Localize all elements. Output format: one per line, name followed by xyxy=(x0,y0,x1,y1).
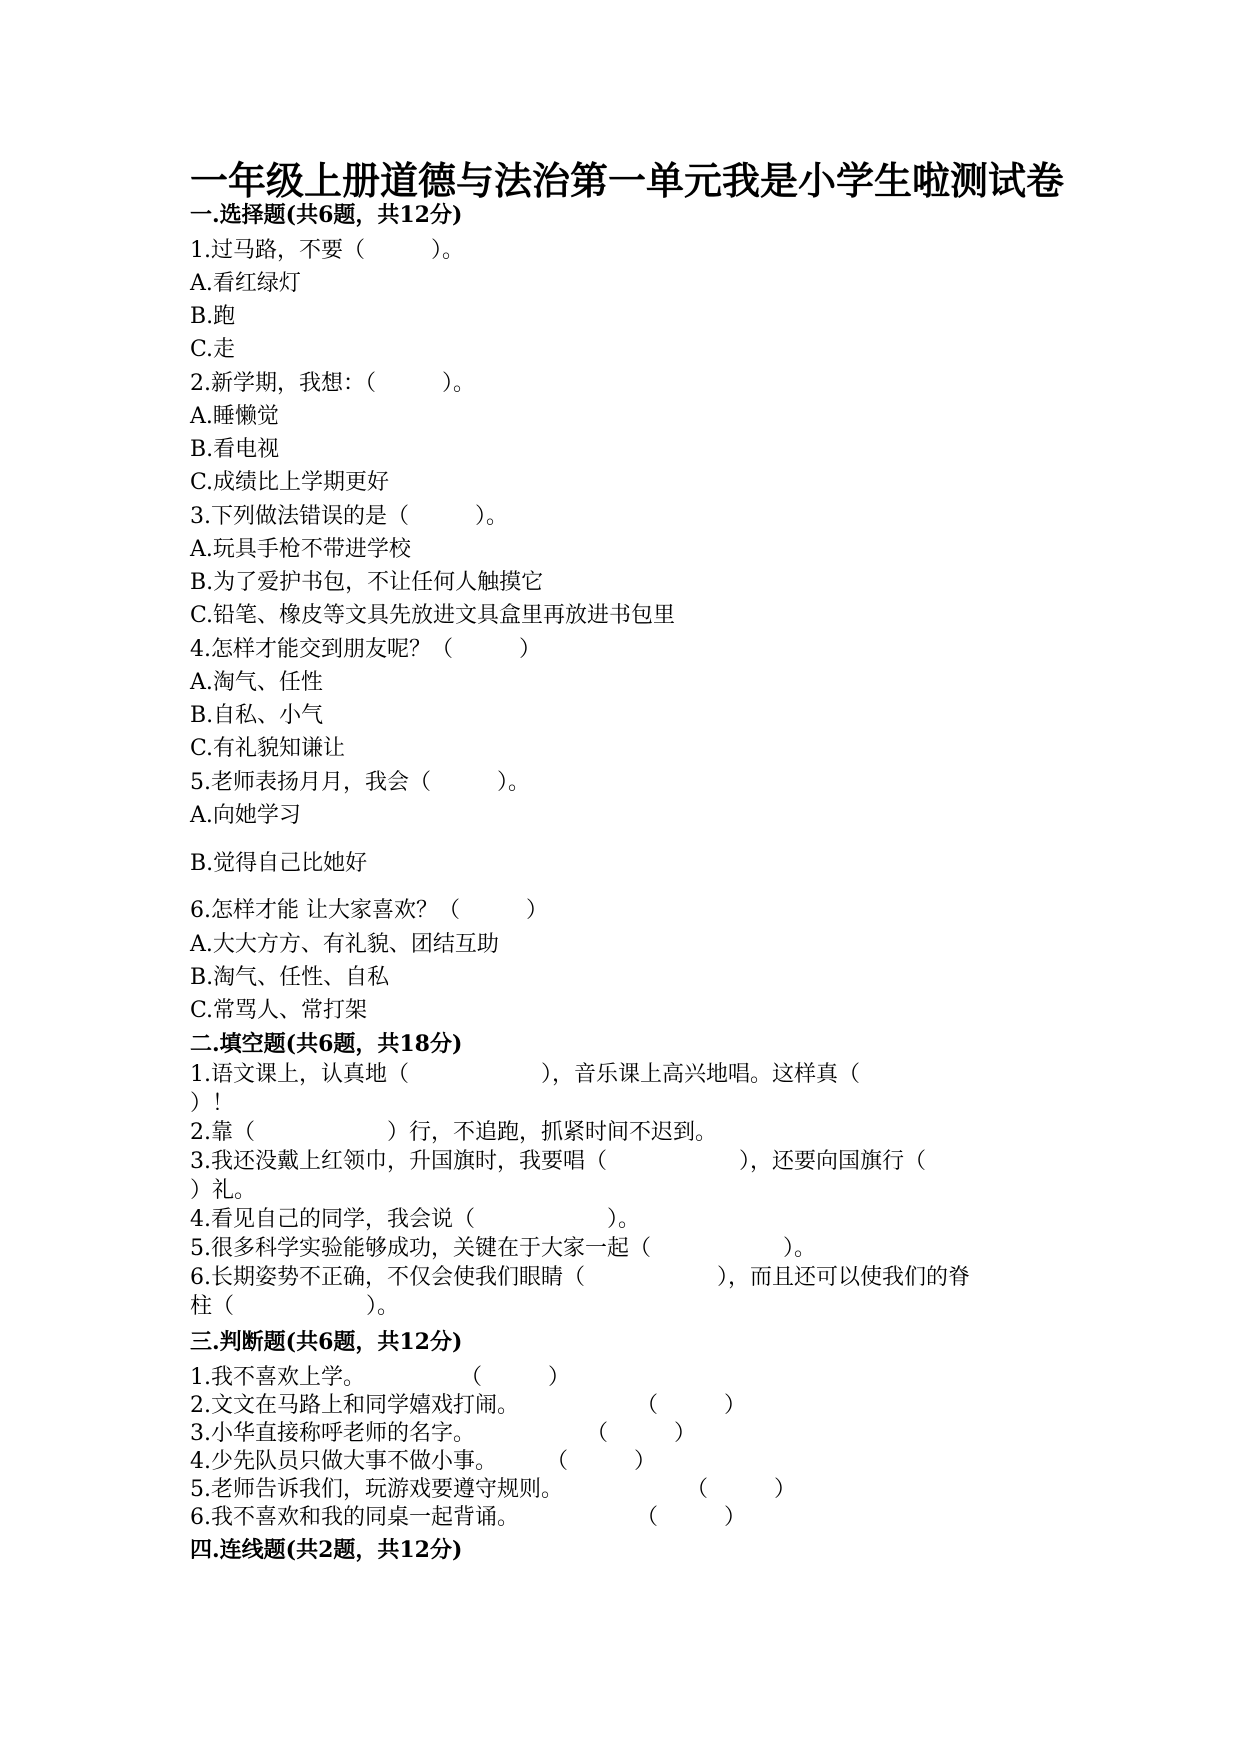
page-title: 一年级上册道德与法治第一单元我是小学生啦测试卷 xyxy=(190,158,1065,203)
option-1c: C.走 xyxy=(190,337,236,362)
option-1b: B.跑 xyxy=(190,304,236,329)
judge-2-text: 2.文文在马路上和同学嬉戏打闹。 xyxy=(190,1393,519,1418)
section-heading-fill: 二.填空题(共6题，共18分) xyxy=(190,1031,463,1057)
option-2b: B.看电视 xyxy=(190,437,280,462)
judge-1-text: 1.我不喜欢上学。 xyxy=(190,1365,365,1390)
judge-6 xyxy=(190,1500,747,1531)
fill-2: 2.靠（ ）行，不追跑，抓紧时间不迟到。 xyxy=(190,1120,717,1145)
judge-5 xyxy=(190,1472,797,1503)
option-5a: A.向她学习 xyxy=(190,803,301,828)
fill-3-line-1: 3.我还没戴上红领巾，升国旗时，我要唱（ ），还要向国旗行（ xyxy=(190,1149,926,1174)
judge-2-paren: （ ） xyxy=(636,1393,747,1418)
question-1: 1.过马路，不要（ ）。 xyxy=(190,238,464,263)
option-1a: A.看红绿灯 xyxy=(190,271,301,296)
option-5b: B.觉得自己比她好 xyxy=(190,851,368,876)
judge-1 xyxy=(190,1360,571,1391)
option-2a: A.睡懒觉 xyxy=(190,404,279,429)
fill-3-line-2: ）礼。 xyxy=(190,1178,257,1203)
question-5: 5.老师表扬月月，我会（ ）。 xyxy=(190,770,530,795)
fill-6-line-1: 6.长期姿势不正确，不仅会使我们眼睛（ ），而且还可以使我们的脊 xyxy=(190,1265,970,1290)
judge-5-text: 5.老师告诉我们，玩游戏要遵守规则。 xyxy=(190,1477,563,1502)
judge-4 xyxy=(190,1444,657,1475)
option-2c: C.成绩比上学期更好 xyxy=(190,470,390,495)
fill-5: 5.很多科学实验能够成功，关键在于大家一起（ ）。 xyxy=(190,1236,816,1261)
judge-6-text: 6.我不喜欢和我的同桌一起背诵。 xyxy=(190,1505,519,1530)
judge-6-paren: （ ） xyxy=(636,1505,747,1530)
judge-3-text: 3.小华直接称呼老师的名字。 xyxy=(190,1421,475,1446)
fill-1-line-1: 1.语文课上，认真地（ ），音乐课上高兴地唱。这样真（ xyxy=(190,1062,860,1087)
option-4b: B.自私、小气 xyxy=(190,703,324,728)
section-heading-choice: 一.选择题(共6题，共12分) xyxy=(190,202,463,228)
judge-2 xyxy=(190,1388,747,1419)
fill-1-line-2: ）！ xyxy=(190,1091,235,1116)
judge-4-text: 4.少先队员只做大事不做小事。 xyxy=(190,1449,497,1474)
judge-3 xyxy=(190,1416,697,1447)
option-3b: B.为了爱护书包，不让任何人触摸它 xyxy=(190,570,544,595)
option-6a: A.大大方方、有礼貌、团结互助 xyxy=(190,932,499,957)
section-heading-judge: 三.判断题(共6题，共12分) xyxy=(190,1329,463,1355)
judge-3-paren: （ ） xyxy=(586,1421,697,1446)
question-4: 4.怎样才能交到朋友呢？（ ） xyxy=(190,637,541,662)
option-6c: C.常骂人、常打架 xyxy=(190,998,368,1023)
judge-4-paren: （ ） xyxy=(546,1449,657,1474)
option-6b: B.淘气、任性、自私 xyxy=(190,965,390,990)
option-4a: A.淘气、任性 xyxy=(190,670,323,695)
option-4c: C.有礼貌知谦让 xyxy=(190,736,346,761)
question-6: 6.怎样才能 让大家喜欢？（ ） xyxy=(190,898,548,923)
option-3c: C.铅笔、橡皮等文具先放进文具盒里再放进书包里 xyxy=(190,603,676,628)
fill-6-line-2: 柱（ ）。 xyxy=(190,1294,400,1319)
judge-5-paren: （ ） xyxy=(686,1477,797,1502)
question-2: 2.新学期，我想：（ ）。 xyxy=(190,371,475,396)
section-heading-match: 四.连线题(共2题，共12分) xyxy=(190,1537,463,1563)
question-3: 3.下列做法错误的是（ ）。 xyxy=(190,504,508,529)
judge-1-paren: （ ） xyxy=(460,1365,571,1390)
fill-4: 4.看见自己的同学，我会说（ ）。 xyxy=(190,1207,640,1232)
option-3a: A.玩具手枪不带进学校 xyxy=(190,537,411,562)
